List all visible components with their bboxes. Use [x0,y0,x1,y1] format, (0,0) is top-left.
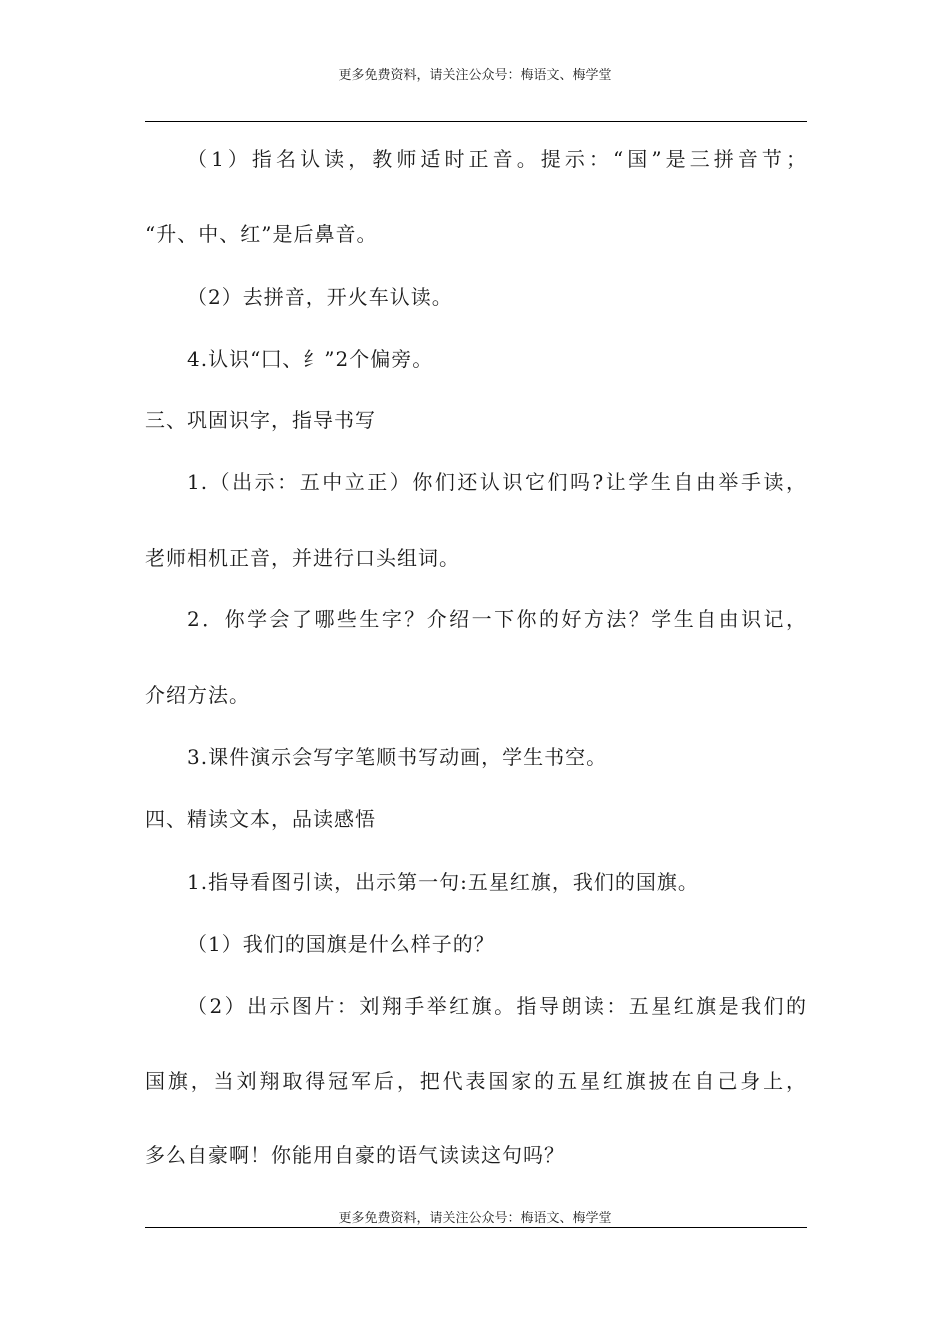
page-footer: 更多免费资料，请关注公众号：梅语文、梅学堂 [338,1211,612,1226]
paragraph-line: 3.课件演示会写字笔顺书写动画，学生书空。 [187,745,608,769]
header-rule [145,121,807,122]
paragraph-line: 1.（出示：五中立正）你们还认识它们吗?让学生自由举手读， [187,470,807,494]
footer-rule [145,1227,807,1228]
section-heading: 四、精读文本，品读感悟 [145,807,376,831]
section-heading: 三、巩固识字，指导书写 [145,408,376,432]
paragraph-line: “升、中、红”是后鼻音。 [145,222,378,246]
paragraph-line: 1.指导看图引读，出示第一句:五星红旗，我们的国旗。 [187,870,699,894]
paragraph-line: 多么自豪啊！你能用自豪的语气读读这句吗？ [145,1143,565,1167]
page-header: 更多免费资料，请关注公众号：梅语文、梅学堂 [338,68,612,83]
paragraph-line: （2）出示图片：刘翔手举红旗。指导朗读：五星红旗是我们的 [187,994,807,1018]
paragraph-line: 国旗，当刘翔取得冠军后，把代表国家的五星红旗披在自己身上， [145,1069,807,1093]
paragraph-line: （2）去拼音，开火车认读。 [187,285,453,309]
paragraph-line: 2．你学会了哪些生字？介绍一下你的好方法？学生自由识记， [187,607,807,631]
paragraph-line: （1）我们的国旗是什么样子的？ [187,932,495,956]
paragraph-line: 老师相机正音，并进行口头组词。 [145,546,460,570]
paragraph-line: （1）指名认读，教师适时正音。提示：“国”是三拼音节； [187,147,807,171]
paragraph-line: 4.认识“囗、纟”2个偏旁。 [187,347,434,371]
paragraph-line: 介绍方法。 [145,683,250,707]
